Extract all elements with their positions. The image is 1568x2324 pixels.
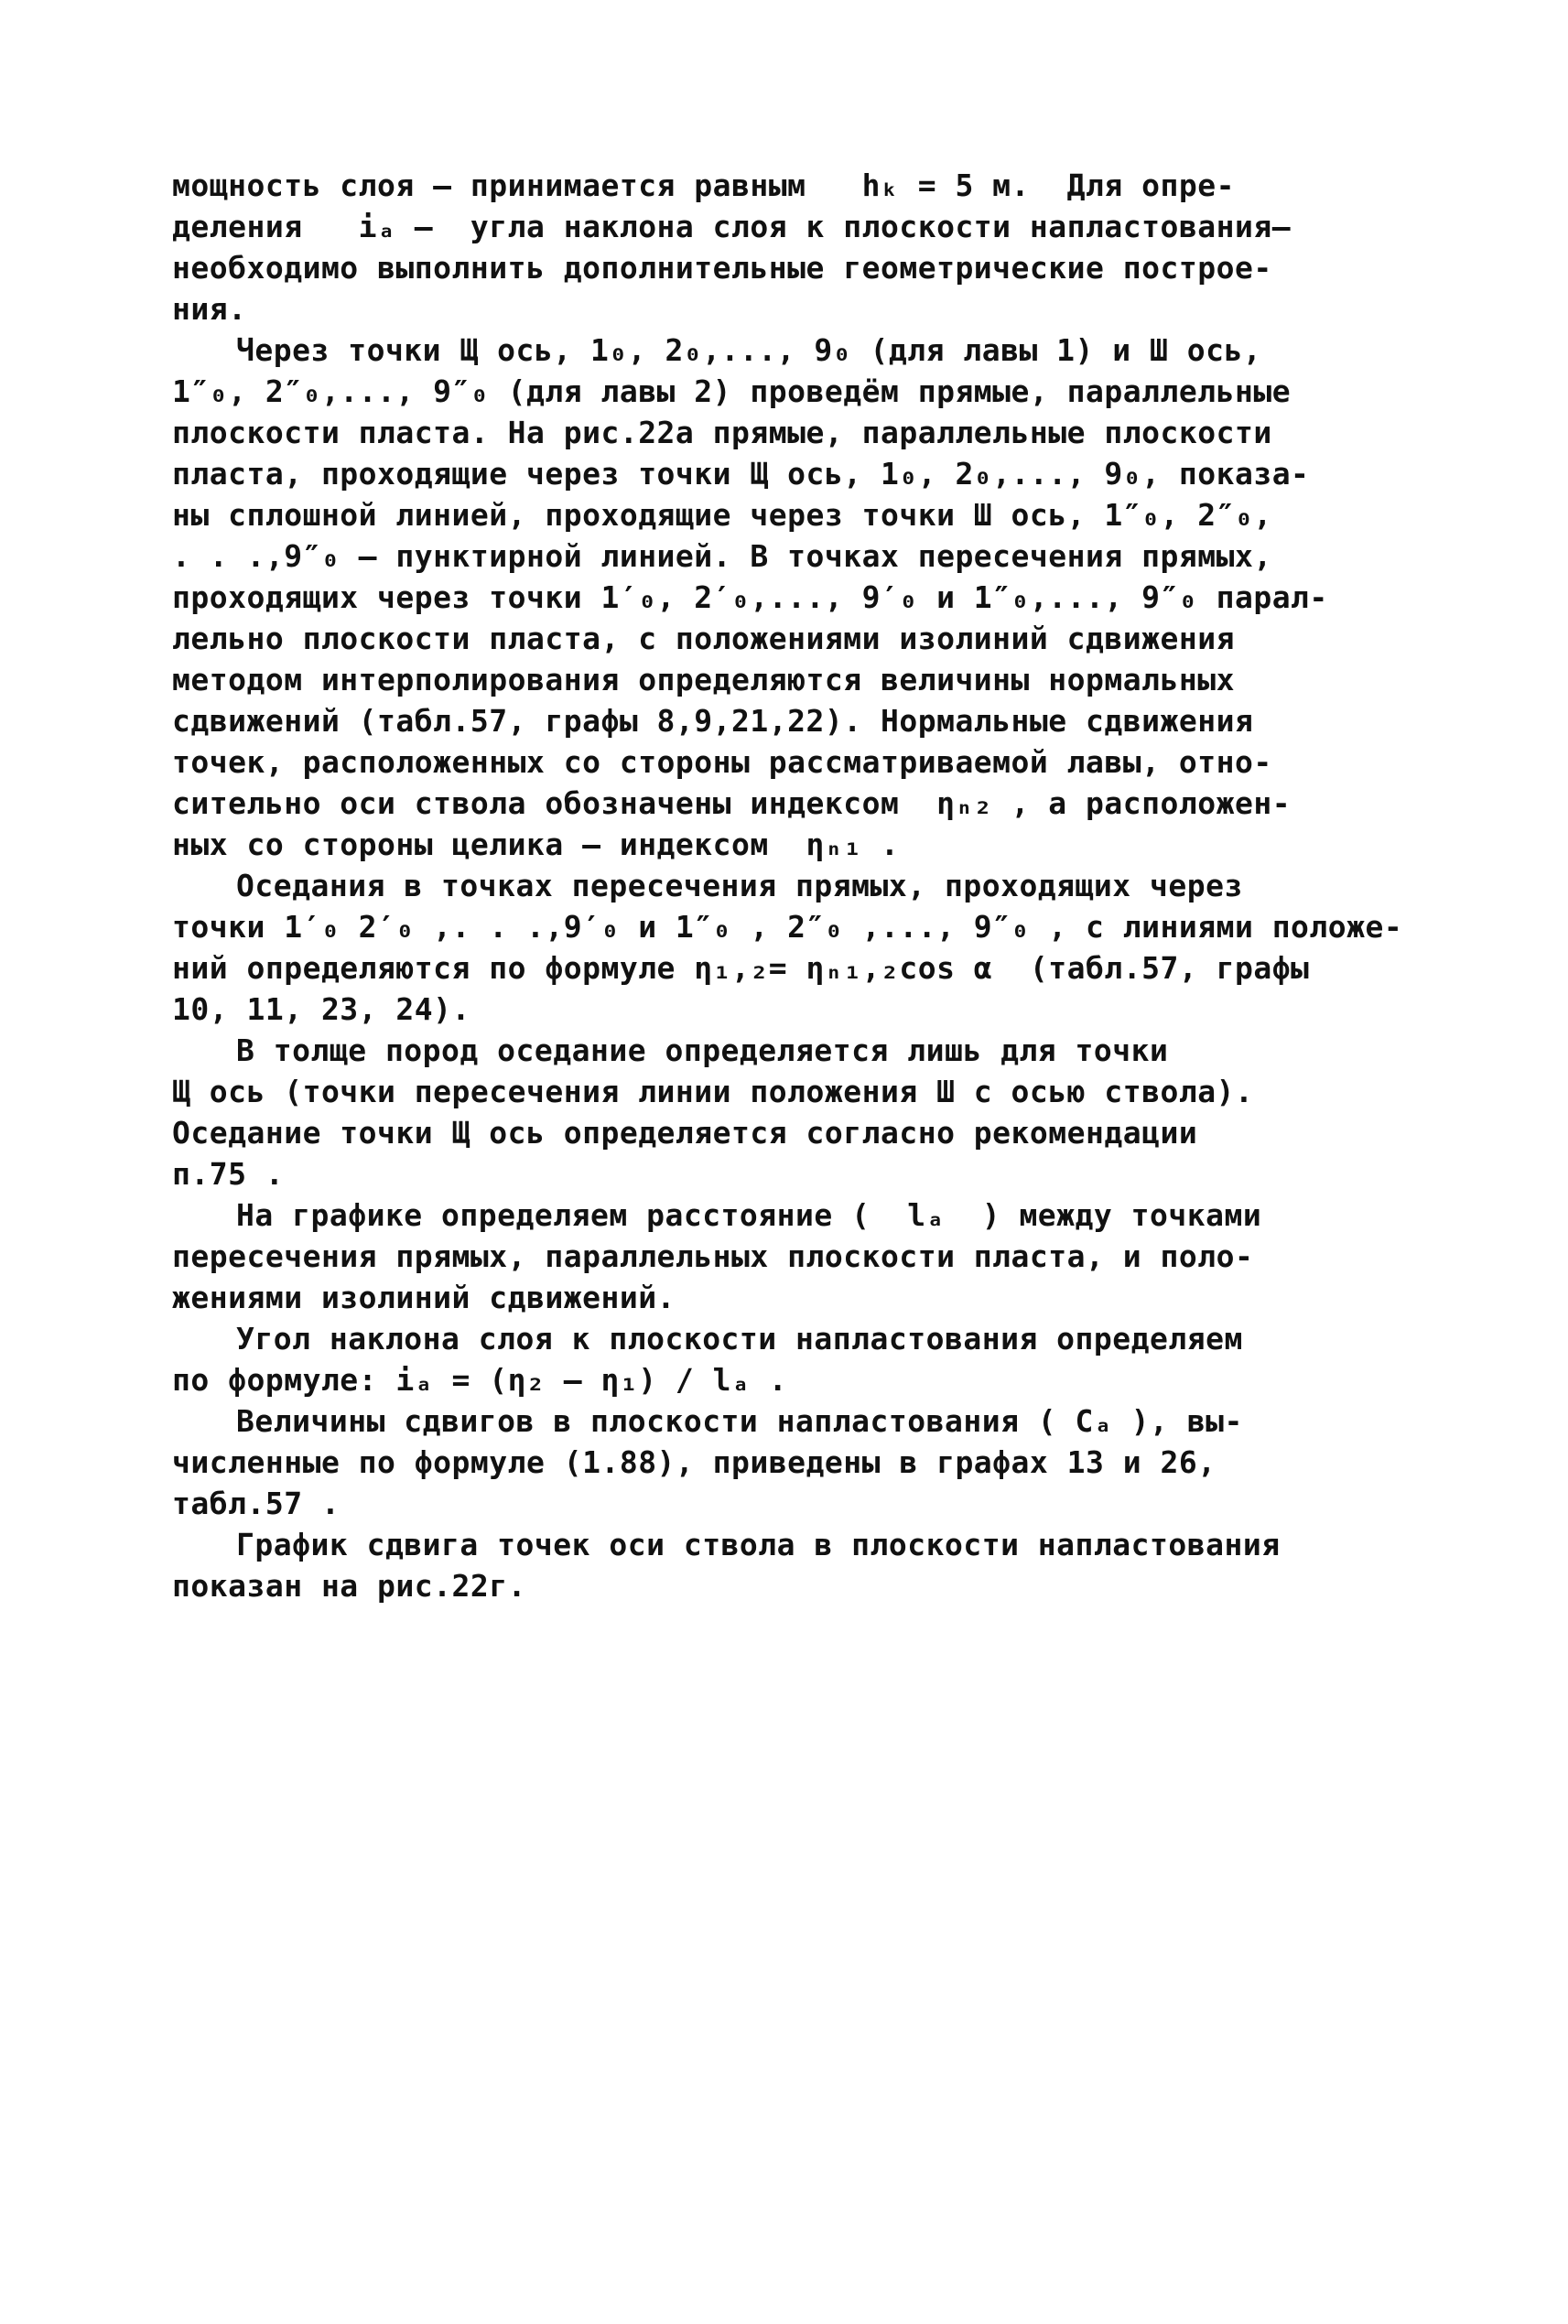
text-line: точек, расположенных со стороны рассматриваемой лавы, отно- [172,744,1272,780]
text-line: 1″₀, 2″₀,..., 9″₀ (для лавы 2) проведём прямые, параллельные [172,373,1292,409]
text-line: необходимо выполнить дополнительные геометрические построе- [172,250,1272,286]
text-line: На графике определяем расстояние ( lₐ ) между точками [236,1197,1262,1233]
text-line: численные по формуле (1.88), приведены в графах 13 и 26, [172,1444,1217,1480]
text-line: пласта, проходящие через точки Щ ось, 1₀, 2₀,..., 9₀, показа- [172,456,1310,492]
text-line: пересечения прямых, параллельных плоскости пласта, и поло- [172,1238,1254,1274]
text-line: Угол наклона слоя к плоскости напластования определяем [236,1321,1243,1357]
text-line: методом интерполирования определяются величины нормальных [172,662,1235,697]
text-line: ны сплошной линией, проходящие через точки Ш ось, 1″₀, 2″₀, [172,497,1272,533]
text-line: лельно плоскости пласта, с положениями изолиний сдвижения [172,621,1235,656]
text-line: . . .,9″₀ – пунктирной линией. В точках пересечения прямых, [172,538,1272,574]
text-line: деления iₐ – угла наклона слоя к плоскости напластования– [172,209,1292,244]
text-line: Величины сдвигов в плоскости напластования ( Cₐ ), вы- [236,1403,1243,1439]
text-line: Оседания в точках пересечения прямых, проходящих через [236,868,1243,903]
text-line: п.75 . [172,1156,285,1192]
text-line: В толще пород оседание определяется лишь для точки [236,1032,1169,1068]
text-line: Оседание точки Щ ось определяется согласно рекомендации [172,1115,1198,1151]
text-line: по формуле: iₐ = (η₂ – η₁) / lₐ . [172,1362,788,1398]
text-line: сдвижений (табл.57, графы 8,9,21,22). Нормальные сдвижения [172,703,1254,739]
text-line: проходящих через точки 1′₀, 2′₀,..., 9′₀ и 1″₀,..., 9″₀ парал- [172,579,1328,615]
text-line: ний определяются по формуле η₁,₂= ηₙ₁,₂cos α (табл.57, графы [172,950,1310,986]
text-line: ных со стороны целика – индексом ηₙ₁ . [172,827,900,862]
text-line: жениями изолиний сдвижений. [172,1280,676,1315]
text-line: точки 1′₀ 2′₀ ,. . .,9′₀ и 1″₀ , 2″₀ ,..., 9″₀ , с линиями положе- [172,909,1403,945]
text-line: График сдвига точек оси ствола в плоскости напластования [236,1527,1281,1562]
text-line: Щ ось (точки пересечения линии положения Ш с осью ствола). [172,1074,1254,1109]
text-line: сительно оси ствола обозначены индексом ηₙ₂ , а расположен- [172,785,1292,821]
text-line: плоскости пласта. На рис.22а прямые, параллельные плоскости [172,415,1272,450]
text-line: показан на рис.22г. [172,1568,526,1604]
text-line: табл.57 . [172,1486,341,1521]
text-line: мощность слоя – принимается равным hₖ = 5 м. Для опре- [172,168,1235,203]
text-line: Через точки Щ ось, 1₀, 2₀,..., 9₀ (для лавы 1) и Ш ось, [236,332,1262,368]
document-page [172,165,1435,1606]
text-line: 10, 11, 23, 24). [172,991,470,1027]
text-line: ния. [172,291,247,327]
